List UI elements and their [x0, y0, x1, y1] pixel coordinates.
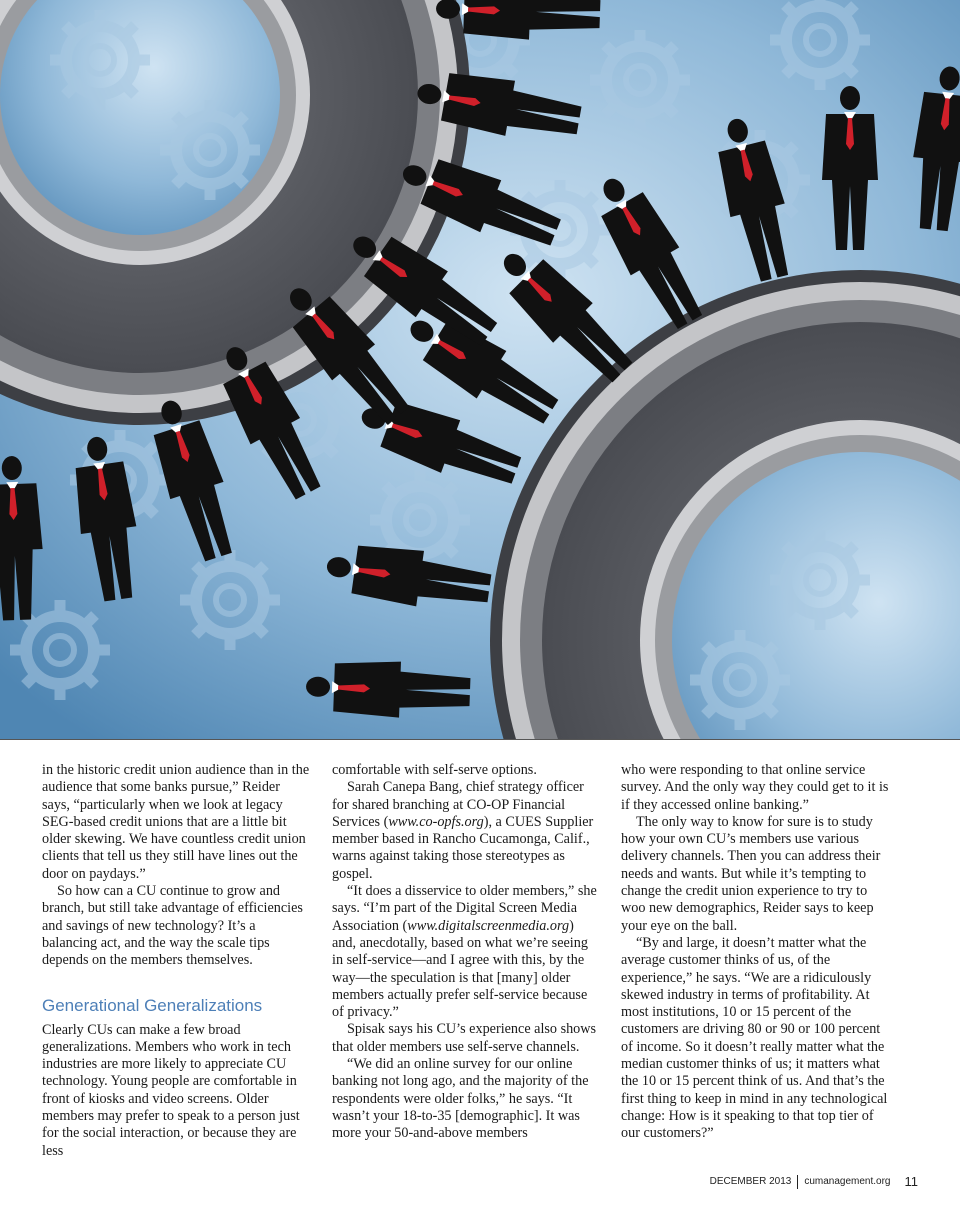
paragraph: “By and large, it doesn’t matter what the average customer thinks of us, of the experience,” he says. “We are a ridiculously skewed industry in terms of profitability. At most institutions, 10 or 15 percent of the customers are driving 80 or 90 or 100 percent of income. So it doesn’t really matter what the median customer thinks of us; it matters what the 10 or 15 percent think of us. And that’s the first thing to keep in mind in any technological change: How is it speaking to that top tier of our customers?”: [621, 934, 888, 1142]
paragraph: Spisak says his CU’s experience also shows that older members use self-serve channels.: [332, 1021, 597, 1055]
paragraph: “We did an online survey for our online banking not long ago, and the majority of the respondents were older folks,” he says. “It wasn’t your 18-to-35 [demographic]. It was more your 50-and-above members: [332, 1056, 589, 1142]
paragraph: Clearly CUs can make a few broad generalizations. Members who work in tech industries are more likely to appreciate CU technology. Young people are comfortable in front of kiosks and video screens. Older members may prefer to speak to a person just for the social interaction, or because they are less: [42, 1021, 300, 1159]
paragraph: The only way to know for sure is to study how your own CU’s members use various delivery channels. Then you can address their needs and wants. But while it’s tempting to change the credit union experience to try to woo new demographics, Reider says to keep your eye on the ball.: [621, 813, 881, 934]
section-subhead: Generational Generalizations: [42, 995, 263, 1015]
article-column-2: [332, 762, 600, 1143]
url-link[interactable]: www.digitalscreenmedia.org: [407, 917, 570, 934]
paragraph: in the historic credit union audience than in the audience that some banks pursue,” Reider says, “particularly when we look at legacy SEG-based credit unions that are a little bit older skewing. We have countless credit union clients that tell us they still have lines out the door on paydays.”: [42, 762, 310, 882]
paragraph: Sarah Canepa Bang, chief strategy officer for shared branching at CO-OP Financial Services (www.co-opfs.org), a CUES Supplier member based in Rancho Cucamonga, Calif., warns against taking those stereotypes as gospel.: [332, 779, 594, 882]
article-column-3: [621, 762, 889, 1143]
paragraph: who were responding to that online service survey. And the only way they could get to it is if they accessed online banking.”: [621, 762, 889, 813]
article-column-1: [42, 762, 310, 1160]
page-number: 11: [904, 1174, 918, 1189]
paragraph: So how can a CU continue to grow and branch, but still take advantage of efficiencies and savings of new technology? It’s a balancing act, and the way the scale tips depends on the members themselves.: [42, 883, 303, 969]
image-bottom-rule: [0, 739, 960, 740]
page-footer: [710, 1174, 918, 1189]
paragraph: comfortable with self-serve options.: [332, 762, 537, 778]
footer-divider: [797, 1175, 798, 1189]
paragraph: “It does a disservice to older members,” she says. “I’m part of the Digital Screen Media Association (www.digitalscreenmedia.org) and, anecdotally, based on what we’re seeing in self-service—and I agree with this, by the way—the speculation is that [many] older members actually prefer self-service because of privacy.”: [332, 883, 597, 1021]
issue-date: DECEMBER 2013: [709, 1176, 792, 1187]
site-url[interactable]: cumanagement.org: [804, 1176, 891, 1187]
url-link[interactable]: www.co-opfs.org: [388, 813, 484, 830]
